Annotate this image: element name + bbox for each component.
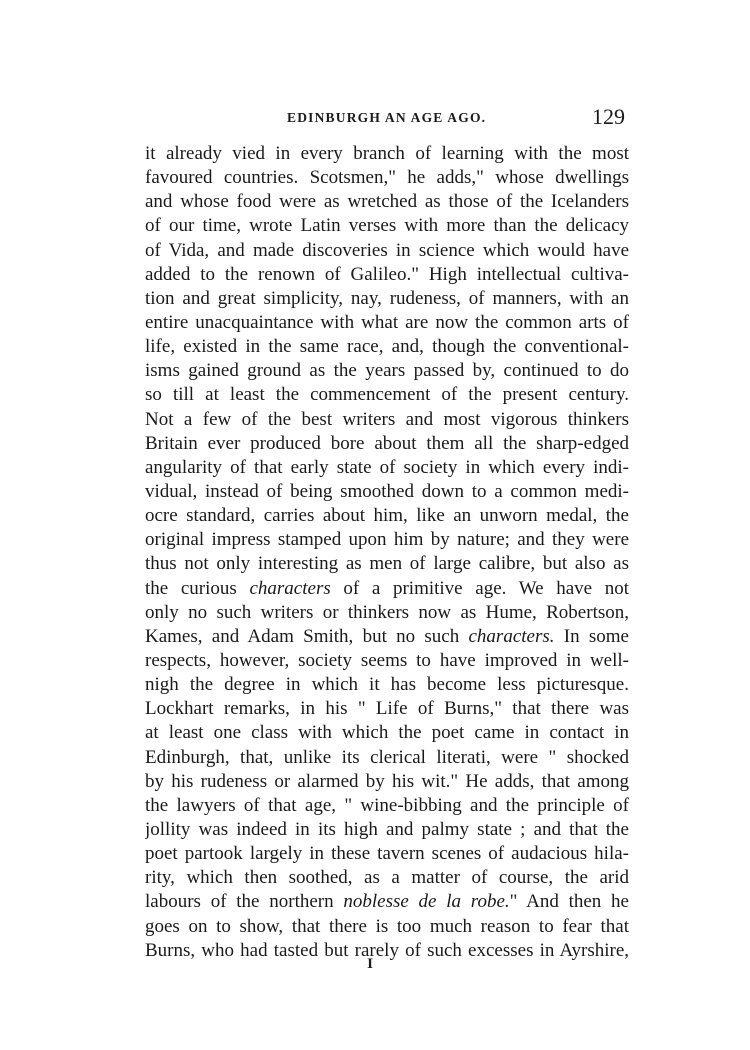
text-line bbox=[145, 770, 629, 794]
text-line bbox=[145, 528, 629, 552]
line-text: so till at least the commencement of the present century. bbox=[145, 384, 629, 406]
line-text: entire unacquaintance with what are now the common arts of bbox=[145, 311, 629, 333]
line-text: and whose food were as wretched as those of the Icelanders bbox=[145, 191, 629, 213]
text-line bbox=[145, 383, 629, 407]
text-line bbox=[145, 746, 629, 770]
line-text: jollity was indeed in its high and palmy state ; and that the bbox=[145, 818, 629, 840]
text-line bbox=[145, 890, 629, 914]
line-text: " And then he bbox=[509, 891, 629, 913]
text-line bbox=[145, 311, 629, 335]
line-text: Not a few of the best writers and most vigorous thinkers bbox=[145, 408, 629, 430]
line-text: Britain ever produced bore about them all the sharp-edged bbox=[145, 432, 629, 454]
line-text: of a primitive age. We have not bbox=[330, 577, 629, 599]
text-line bbox=[145, 408, 629, 432]
line-text: the curious bbox=[145, 577, 250, 599]
italic-text: characters bbox=[249, 577, 331, 599]
line-text: by his rudeness or alarmed by his wit." He adds, that among bbox=[145, 770, 629, 792]
signature-mark: I bbox=[367, 956, 373, 972]
line-text: of our time, wrote Latin verses with more than the delicacy bbox=[145, 215, 629, 237]
line-text: Kames, and Adam Smith, but no such bbox=[145, 625, 469, 647]
line-text: only no such writers or thinkers now as Hume, Robertson, bbox=[145, 601, 629, 623]
line-text: nigh the degree in which it has become less picturesque. bbox=[145, 674, 629, 696]
text-line bbox=[145, 601, 629, 625]
body-text bbox=[145, 142, 629, 963]
italic-text: noblesse de la robe. bbox=[343, 891, 510, 913]
line-text: life, existed in the same race, and, though the conventional- bbox=[145, 336, 629, 358]
line-text: favoured countries. Scotsmen," he adds," whose dwellings bbox=[145, 167, 629, 189]
text-line bbox=[145, 721, 629, 745]
running-head: EDINBURGH AN AGE AGO. bbox=[287, 110, 487, 125]
text-line bbox=[145, 263, 629, 287]
line-text: Edinburgh, that, unlike its clerical literati, were " shocked bbox=[145, 746, 629, 768]
text-line bbox=[145, 359, 629, 383]
line-text: tion and great simplicity, nay, rudeness, of manners, with an bbox=[145, 287, 629, 309]
text-line bbox=[145, 939, 629, 963]
text-line bbox=[145, 142, 629, 166]
text-line bbox=[145, 649, 629, 673]
line-text: Burns, who had tasted but rarely of such excesses in Ayrshire, bbox=[145, 939, 629, 961]
text-line bbox=[145, 190, 629, 214]
line-text: Lockhart remarks, in his " Life of Burns," that there was bbox=[145, 698, 629, 720]
line-text: ocre standard, carries about him, like an unworn medal, the bbox=[145, 505, 629, 527]
text-line bbox=[145, 335, 629, 359]
text-line bbox=[145, 697, 629, 721]
line-text: the lawyers of that age, " wine-bibbing and the principle of bbox=[145, 794, 629, 816]
text-line bbox=[145, 214, 629, 238]
page-number: 129 bbox=[592, 104, 625, 129]
text-line bbox=[145, 504, 629, 528]
text-line bbox=[145, 239, 629, 263]
text-line bbox=[145, 577, 629, 601]
text-line bbox=[145, 287, 629, 311]
line-text: respects, however, society seems to have improved in well- bbox=[145, 649, 629, 671]
line-text: In some bbox=[554, 625, 629, 647]
line-text: goes on to show, that there is too much reason to fear that bbox=[145, 915, 629, 937]
line-text: vidual, instead of being smoothed down to a common medi- bbox=[145, 480, 629, 502]
text-line bbox=[145, 166, 629, 190]
text-line bbox=[145, 625, 629, 649]
text-line bbox=[145, 480, 629, 504]
line-text: original impress stamped upon him by nature; and they were bbox=[145, 529, 629, 551]
line-text: of Vida, and made discoveries in science which would have bbox=[145, 239, 629, 261]
text-line bbox=[145, 552, 629, 576]
text-line bbox=[145, 673, 629, 697]
line-text: labours of the northern bbox=[145, 891, 344, 913]
line-text: isms gained ground as the years passed by, continued to do bbox=[145, 360, 629, 382]
line-text: it already vied in every branch of learning with the most bbox=[145, 143, 629, 164]
line-text: added to the renown of Galileo." High intellectual cultiva- bbox=[145, 263, 629, 285]
text-line bbox=[145, 818, 629, 842]
text-line bbox=[145, 432, 629, 456]
text-line bbox=[145, 915, 629, 939]
line-text: rity, which then soothed, as a matter of course, the arid bbox=[145, 867, 629, 889]
line-text: poet partook largely in these tavern scenes of audacious hila- bbox=[145, 843, 629, 865]
text-line bbox=[145, 842, 629, 866]
text-line bbox=[145, 456, 629, 480]
italic-text: characters. bbox=[468, 625, 555, 647]
line-text: angularity of that early state of society in which every indi- bbox=[145, 456, 629, 478]
text-line bbox=[145, 794, 629, 818]
line-text: thus not only interesting as men of large calibre, but also as bbox=[145, 553, 629, 575]
text-line bbox=[145, 866, 629, 890]
line-text: at least one class with which the poet came in contact in bbox=[145, 722, 629, 744]
page-header bbox=[145, 104, 625, 134]
